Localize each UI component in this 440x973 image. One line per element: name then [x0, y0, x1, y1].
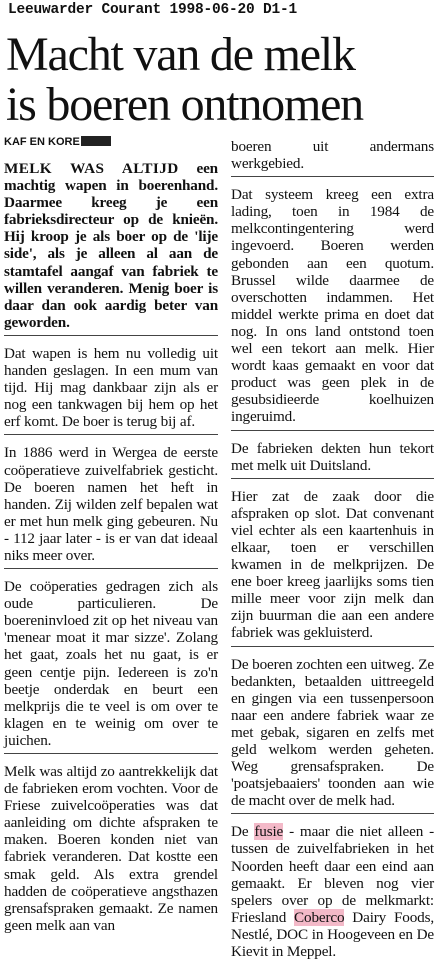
paragraph: De coöperaties gedragen zich als oude particulieren. De boereninvloed zit op het niveau van 'menear moat it mar sizze'. Zolang het gaat, zoals het nu gaat, is er geen centje pijn. Iedereen is zo'n beetje onderdak en beurt een melkprijs die te veel is om over te klagen en te weinig om over te juichen.	[4, 578, 218, 754]
highlighted-word: fusie	[254, 823, 284, 841]
lead-in: MELK WAS ALTIJD	[4, 160, 179, 177]
headline-line-1: Macht van de melk	[6, 28, 355, 81]
source-line: Leeuwarder Courant 1998-06-20 D1-1	[8, 2, 298, 18]
headline-line-2: is boeren ontnomen	[6, 78, 363, 131]
paragraph-text: - maar die niet alleen - tussen de zuivelfabrieken in het Noorden heeft daar een eind aan gemaakt. Er bleven nog vier spelers over op de melkmarkt: Friesland	[231, 823, 434, 926]
paragraph-text: De	[231, 823, 255, 841]
ink-smudge	[81, 136, 111, 146]
highlighted-word: Coberco	[294, 908, 345, 926]
paragraph-text: Dairy Foods, Nestlé, DOC in Hoogeveen en De Kievit in Meppel.	[231, 908, 434, 961]
paragraph: Melk was altijd zo aantrekkelijk dat de fabrieken erom vochten. Voor de Friese zuivelcoöperaties was dat aanleiding om dichte afspraken te maken. Boeren konden niet van fabriek veranderen. Dat kostte een smak geld. Als extra grendel hadden de coöperatieve angsthazen grensafspraken gemaakt. Ze namen geen melk aan van	[4, 763, 218, 934]
left-column	[4, 160, 218, 947]
paragraph: Hier zat de zaak door die afspraken op slot. Dat convenant viel echter als een kaartenhuis in elkaar, toen er verschillen kwamen in de melkprijzen. De ene boer kreeg jaarlijks soms tien mille meer voor zijn melk dan zijn buurman die aan een andere fabriek was gekluisterd.	[231, 488, 434, 647]
column-kicker	[4, 136, 111, 148]
paragraph: In 1886 werd in Wergea de eerste coöperatieve zuivelfabriek gesticht. De boeren namen het heft in handen. Zij wilden zelf bepalen wat er met hun melk ging gebeuren. Nu - 112 jaar later - is er van dat ideaal niks meer over.	[4, 444, 218, 569]
headline	[6, 30, 436, 130]
paragraph-text: een machtig wapen in boerenhand. Daarmee kreeg je een fabrieksdirecteur op de knieën. Hij kroop je als boer op de 'lije side', als je alleen al aan de stamtafel aangaf van fabriek te willen veranderen. Menig boer is daar dan ook aardig beter van geworden.	[4, 160, 218, 331]
paragraph	[231, 823, 434, 964]
right-column	[231, 138, 434, 973]
paragraph: Dat wapen is hem nu volledig uit handen geslagen. In een mum van tijd. Hij mag dankbaar zijn als er nog een tankwagen bij hem op het erf komt. De boer is terug bij af.	[4, 345, 218, 435]
paragraph: Dat systeem kreeg een extra lading, toen in 1984 de melkcontingentering werd ingevoerd. Boeren werden gebonden aan een quotum. Brussel wilde daarmee de overschotten indammen. Het middel werkte prima en doet dat nog. In ons land ontstond toen wel een tekort aan melk. Hier wordt kaas gemaakt en voor dat product was geen plek in de gesubsidieerde koelhuizen ingeruimd.	[231, 186, 434, 430]
paragraph: boeren uit andermans werkgebied.	[231, 138, 434, 177]
paragraph: De boeren zochten een uitweg. Ze bedankten, betaalden uittreegeld en gingen via een tussenpersoon naar een andere fabriek waar ze met gebak, sigaren en zelfs met geld welkom werden geheten. Weg grensafspraken. De 'poatsjebaaiers' toonden aan wie de macht over de melk had.	[231, 656, 434, 815]
paragraph	[4, 160, 218, 336]
paragraph: De fabrieken dekten hun tekort met melk uit Duitsland.	[231, 440, 434, 479]
kicker-text: KAF EN KORE	[4, 136, 80, 148]
